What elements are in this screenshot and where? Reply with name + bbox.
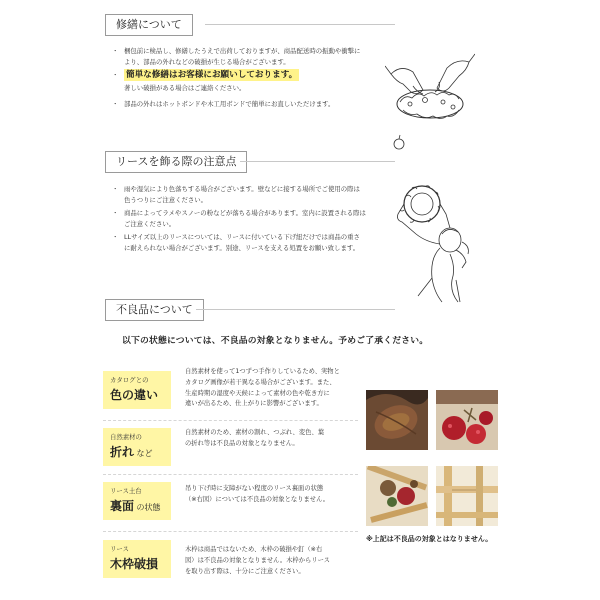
desc-line: 自然素材を使って1つずつ手作りしているため、実物と <box>185 368 340 375</box>
section-rule <box>240 161 395 162</box>
text: より、部品の外れなどの破損が生じる場合がございます。 <box>124 57 290 66</box>
category-description <box>185 545 355 577</box>
photo-red-berries <box>436 390 498 450</box>
section-title-defect: 不良品について <box>105 299 204 321</box>
list-item <box>112 69 382 81</box>
list-item <box>112 243 382 254</box>
text: 部品の外れはホットボンドや木工用ボンドで簡単にお直しいただけます。 <box>124 99 335 108</box>
bullet-icon: ・ <box>112 99 119 108</box>
text: 著しい破損がある場合はご連絡ください。 <box>124 84 246 92</box>
bullet-icon: ・ <box>112 209 119 217</box>
text: LLサイズ以上のリースについては、リースに付いている下げ紐だけでは商品の重さ <box>124 233 360 241</box>
list-item <box>112 184 382 195</box>
display-bullets <box>112 184 382 253</box>
category-big-text <box>110 386 158 403</box>
category-description <box>185 484 355 506</box>
text: 雨や湿気により色落ちする場合がございます。壁などに接する場所でご使用の際は <box>124 185 360 193</box>
category-suffix: など <box>134 449 153 458</box>
desc-line: を取り出す際は、十分にご注意ください。 <box>185 567 305 575</box>
text: に耐えられない場合がございます。別途、リースを支える処置をお願い致します。 <box>124 243 360 252</box>
bullet-icon: ・ <box>112 233 119 241</box>
list-item <box>112 57 382 68</box>
category-description <box>185 367 355 410</box>
desc-line: 違いが出るため、仕上がりに影響がございます。 <box>185 400 323 408</box>
category-big: 木枠破損 <box>110 557 159 571</box>
category-big: 折れ <box>110 445 135 459</box>
category-small-text: リース <box>110 545 129 553</box>
highlight-text: 簡単な修繕はお客様にお願いしております。 <box>126 70 298 80</box>
category-label <box>103 482 171 520</box>
desc-line: 生産時期の湿度や天候によって素材の色や乾き方に <box>185 389 330 397</box>
list-item <box>112 232 382 243</box>
photo-wreath-back <box>366 466 428 526</box>
category-suffix: の状態 <box>134 503 161 512</box>
row-divider <box>103 420 358 421</box>
list-item <box>112 208 382 219</box>
bullet-icon: ・ <box>112 71 119 79</box>
desc-line: 自然素材のため、素材の割れ、つぶれ、変色、葉 <box>185 429 325 436</box>
category-label <box>103 371 171 409</box>
text: 梱包前に検品し、修繕したうえで出荷しておりますが、商品配送時の振動や衝撃に <box>124 47 361 55</box>
text: 色うつりにご注意ください。 <box>124 195 208 204</box>
text: ご注意ください。 <box>124 219 176 228</box>
section-title-display: リースを飾る際の注意点 <box>105 151 247 173</box>
category-big-text <box>110 555 158 572</box>
category-big-text <box>110 443 153 460</box>
list-item <box>112 195 382 206</box>
photo-natural-material <box>366 390 428 450</box>
section-title-repair: 修繕について <box>105 14 193 36</box>
category-label <box>103 540 171 578</box>
defect-notice: 以下の状態については、不良品の対象となりません。予めご了承ください。 <box>122 336 429 346</box>
child-wreath-illustration <box>390 182 480 307</box>
desc-line: （※右図）については不良品の対象となりません。 <box>185 495 330 503</box>
desc-line: カタログ画像が若干異なる場合がございます。また、 <box>185 378 336 386</box>
category-small-text: リース土台 <box>110 487 142 495</box>
category-small-text: 自然素材の <box>110 433 142 441</box>
list-item <box>112 219 382 230</box>
photo-caption: ※上記は不良品の対象とはなりません。 <box>366 535 493 543</box>
category-small-text: カタログとの <box>110 376 149 384</box>
category-description <box>185 428 355 450</box>
list-item <box>112 46 382 57</box>
bullet-icon: ・ <box>112 185 119 193</box>
desc-line: 図）は不良品の対象となりません。木枠からリース <box>185 556 330 564</box>
category-big: 色の違い <box>110 388 159 402</box>
category-big: 裏面 <box>110 499 135 513</box>
desc-line: の折れ等は不良品の対象となりません。 <box>185 439 299 447</box>
desc-line: 吊り下げ時に支障がない程度のリース裏面の状態 <box>185 485 324 492</box>
hands-wreath-illustration <box>385 52 475 152</box>
category-big-text <box>110 497 161 514</box>
photo-wooden-frame <box>436 466 498 526</box>
list-item <box>112 83 382 94</box>
category-label <box>103 428 171 466</box>
section-rule <box>205 24 395 25</box>
desc-line: 木枠は商品ではないため、木枠の破損や釘（※右 <box>185 546 323 553</box>
section-rule <box>196 309 395 310</box>
repair-bullets <box>112 46 382 109</box>
row-divider <box>103 474 358 475</box>
bullet-icon: ・ <box>112 47 119 55</box>
row-divider <box>103 531 358 532</box>
list-item <box>112 99 382 110</box>
text: 商品によってラメやスノーの粉などが落ちる場合があります。室内に設置される際は <box>124 209 366 217</box>
